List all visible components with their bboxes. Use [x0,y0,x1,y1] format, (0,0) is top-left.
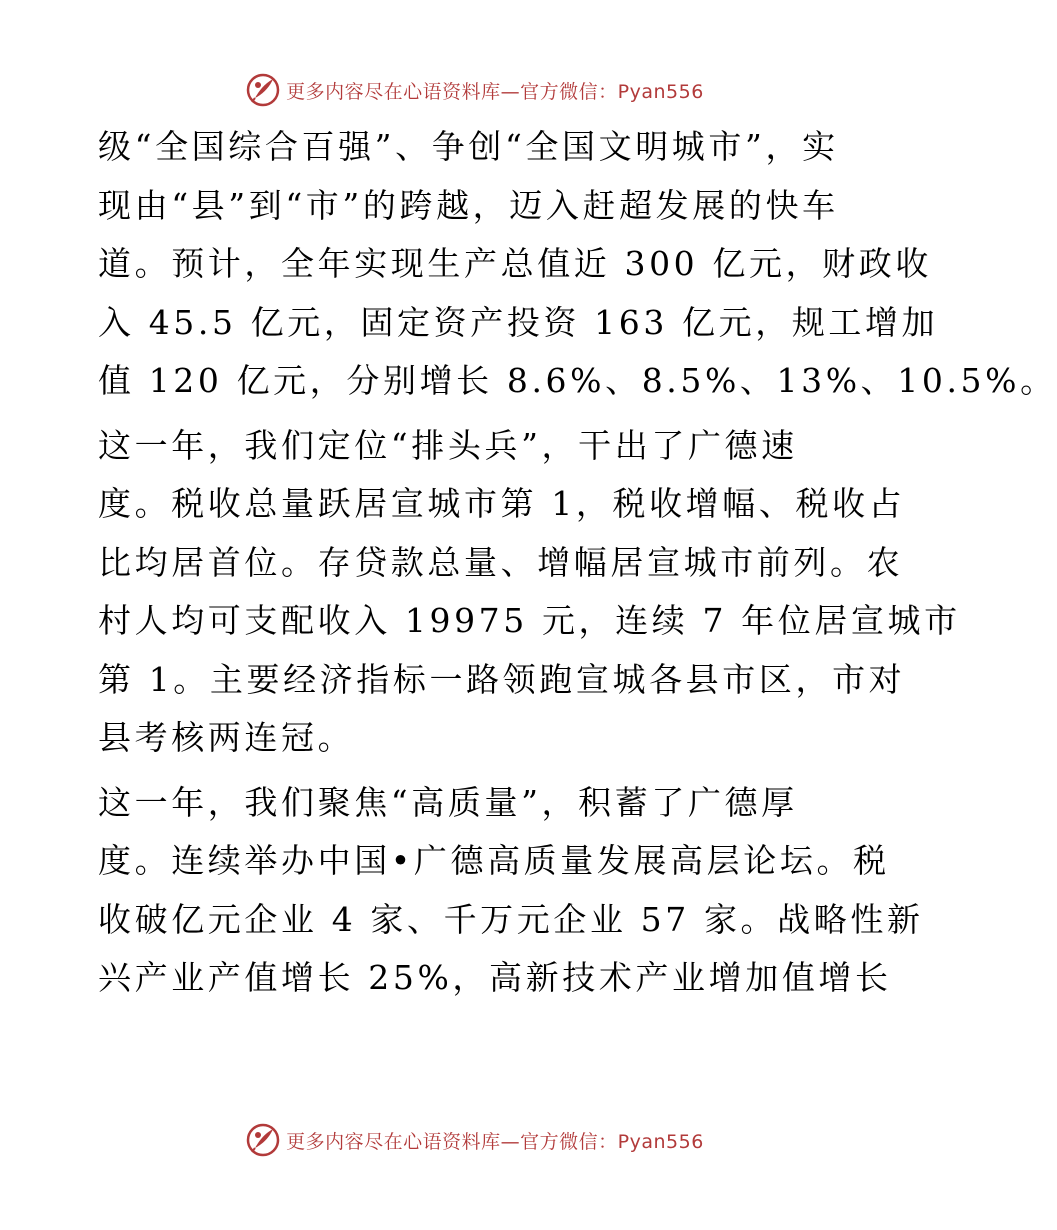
text-line: 这一年，我们聚焦“高质量”，积蓄了广德厚 [98,782,798,822]
text-line: 值 120 亿元，分别增长 8.6%、8.5%、13%、10.5%。 [98,361,1057,400]
text-line: 比均居首位。存贷款总量、增幅居宣城市前列。农 [98,542,904,582]
quill-logo-icon [246,73,280,107]
text-line: 道。预计，全年实现生产总值近 300 亿元，财政收 [98,244,932,283]
paragraph [98,417,961,768]
text-line: 级“全国综合百强”、争创“全国文明城市”，实 [98,127,839,166]
text-line: 现由“县”到“市”的跨越，迈入赶超发展的快车 [98,185,839,225]
footer-banner-text: 更多内容尽在心语资料库—官方微信：Pyan556 [286,1130,704,1153]
header-banner [0,70,950,110]
text-line: 村人均可支配收入 19975 元，连续 7 年位居宣城市 [98,601,961,640]
text-line: 入 45.5 亿元，固定资产投资 163 亿元，规工增加 [98,302,939,342]
paragraph [98,774,924,1008]
text-line: 县考核两连冠。 [98,718,355,757]
text-line: 这一年，我们定位“排头兵”，干出了广德速 [98,425,798,465]
footer-banner [0,1120,950,1160]
text-line: 兴产业产值增长 25%，高新技术产业增加值增长 [98,958,892,997]
quill-logo-icon [246,1123,280,1157]
text-line: 度。税收总量跃居宣城市第 1，税收增幅、税收占 [98,484,906,523]
text-line: 收破亿元企业 4 家、千万元企业 57 家。战略性新 [98,899,924,939]
text-line: 第 1。主要经济指标一路领跑宣城各县市区，市对 [98,659,906,699]
document-body [98,118,1057,1008]
text-line: 度。连续举办中国•广德高质量发展高层论坛。税 [98,841,890,880]
header-banner-text: 更多内容尽在心语资料库—官方微信：Pyan556 [286,80,704,103]
paragraph [98,118,1057,411]
